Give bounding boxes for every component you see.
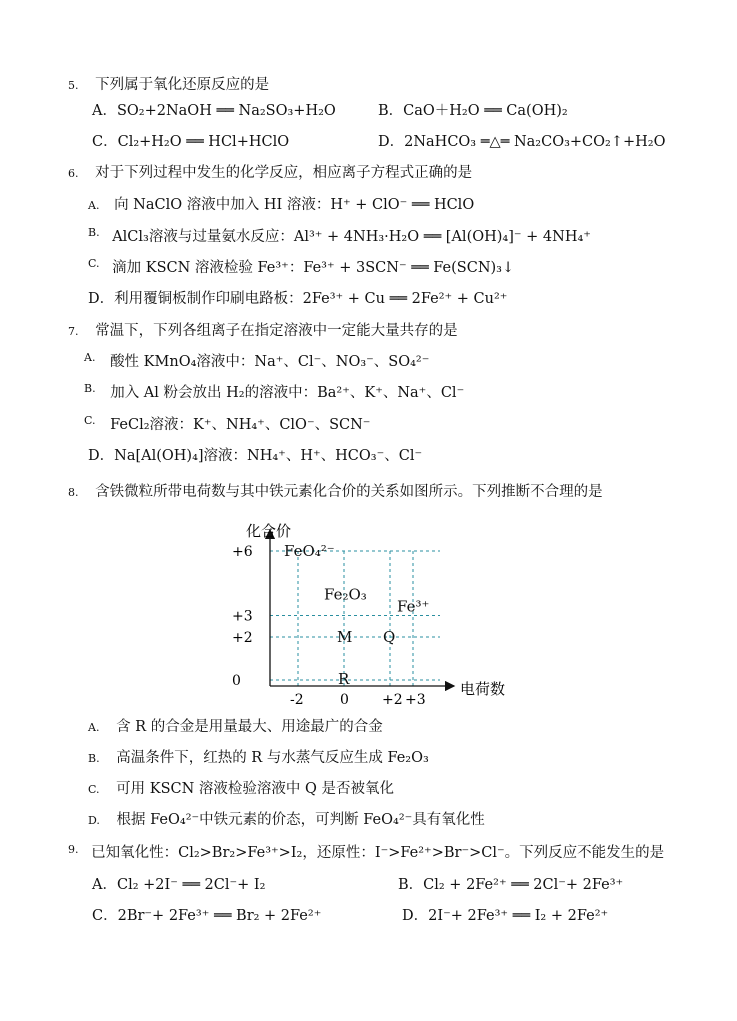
q9-option-b: B．Cl₂ + 2Fe²⁺ ══ 2Cl⁻+ 2Fe³⁺: [398, 877, 624, 893]
q8-option-c-letter: C.: [88, 783, 100, 796]
q6-option-d: D．利用覆铜板制作印刷电路板：2Fe³⁺ + Cu ══ 2Fe²⁺ + Cu²⁺: [88, 291, 508, 307]
q8-option-d-text: 根据 FeO₄²⁻中铁元素的价态，可判断 FeO₄²⁻具有氧化性: [116, 812, 485, 828]
x-tick-label: -2: [290, 692, 304, 708]
point-label: R: [338, 670, 350, 688]
q6-option-b: [88, 228, 591, 247]
q9-option-d: D．2I⁻+ 2Fe³⁺ ══ I₂ + 2Fe²⁺: [402, 908, 609, 924]
q7-option-a-text: 酸性 KMnO₄溶液中：Na⁺、Cl⁻、NO₃⁻、SO₄²⁻: [110, 354, 430, 370]
q5-option-c: C．Cl₂+H₂O ══ HCl+HClO: [92, 134, 290, 150]
q8-stem-line: [68, 483, 603, 502]
q6-option-c-text: 滴加 KSCN 溶液检验 Fe³⁺：Fe³⁺ + 3SCN⁻ ══ Fe(SCN)₃↓: [112, 260, 515, 276]
q6-stem-line: [68, 164, 472, 183]
q8-option-c: [88, 780, 394, 799]
chart-grid: [270, 551, 440, 686]
q7-stem: 常温下，下列各组离子在指定溶液中一定能大量共存的是: [95, 323, 458, 339]
x-tick-label: 0: [340, 692, 349, 708]
x-tick-label: +2: [382, 692, 403, 708]
q7-option-c-text: FeCl₂溶液：K⁺、NH₄⁺、ClO⁻、SCN⁻: [110, 417, 371, 433]
y-tick-label: +6: [232, 544, 253, 560]
q9-number: 9.: [68, 843, 79, 856]
point-label: FeO₄²⁻: [284, 542, 335, 560]
q5-stem: 下列属于氧化还原反应的是: [95, 77, 270, 93]
q7-option-d: D．Na[Al(OH)₄]溶液：NH₄⁺、H⁺、HCO₃⁻、Cl⁻: [88, 448, 423, 464]
q5-option-d: D．2NaHCO₃ ═△═ Na₂CO₃+CO₂↑+H₂O: [378, 134, 666, 150]
q8-stem: 含铁微粒所带电荷数与其中铁元素化合价的关系如图所示。下列推断不合理的是: [95, 484, 603, 500]
q5-option-b: B．CaO＋H₂O ══ Ca(OH)₂: [378, 103, 568, 119]
q8-option-c-text: 可用 KSCN 溶液检验溶液中 Q 是否被氧化: [116, 781, 395, 797]
y-tick-label: 0: [232, 673, 241, 689]
y-axis-label: 化合价: [246, 522, 292, 540]
q6-number: 6.: [68, 167, 79, 180]
q8-option-d: [88, 811, 485, 830]
q5-option-a: A．SO₂+2NaOH ══ Na₂SO₃+H₂O: [92, 103, 336, 119]
q9-option-c: C．2Br⁻+ 2Fe³⁺ ══ Br₂ + 2Fe²⁺: [92, 908, 322, 924]
q8-option-d-letter: D.: [88, 814, 100, 827]
q6-option-a-letter: A.: [88, 199, 100, 212]
q9-stem: 已知氧化性：Cl₂>Br₂>Fe³⁺>I₂，还原性：I⁻>Fe²⁺>Br⁻>Cl⁻。下列反应不能发生的是: [91, 845, 665, 861]
q8-option-a: [88, 718, 383, 737]
q9-stem-line: [68, 844, 664, 863]
q6-option-a: [88, 196, 474, 215]
point-label: Q: [383, 628, 396, 646]
y-tick-label: +3: [232, 608, 253, 625]
q5-number: 5.: [68, 79, 79, 92]
q7-option-b-text: 加入 Al 粉会放出 H₂的溶液中：Ba²⁺、K⁺、Na⁺、Cl⁻: [110, 385, 465, 401]
q7-option-c: [84, 416, 370, 435]
q8-option-a-letter: A.: [88, 721, 100, 734]
q6-option-c-letter: C.: [88, 257, 100, 270]
y-tick-label: +2: [232, 630, 253, 646]
x-tick-label: +3: [405, 692, 426, 708]
q8-option-b-text: 高温条件下，红热的 R 与水蒸气反应生成 Fe₂O₃: [116, 750, 429, 766]
q7-option-b: [84, 384, 464, 403]
q8-option-b: [88, 749, 429, 768]
q5-stem-line: [68, 76, 269, 95]
q8-number: 8.: [68, 486, 79, 499]
q6-option-c: [88, 259, 514, 278]
q6-option-a-text: 向 NaClO 溶液中加入 HI 溶液：H⁺ + ClO⁻ ══ HClO: [114, 197, 475, 213]
q7-number: 7.: [68, 325, 79, 338]
q7-option-c-letter: C.: [84, 414, 96, 427]
q8-option-b-letter: B.: [88, 752, 100, 765]
q7-option-a-letter: A.: [84, 351, 96, 364]
q8-option-a-text: 含 R 的合金是用量最大、用途最广的合金: [116, 719, 383, 735]
valence-charge-chart: [228, 518, 528, 718]
point-label: Fe₂O₃: [324, 585, 367, 604]
q6-stem: 对于下列过程中发生的化学反应，相应离子方程式正确的是: [95, 165, 473, 181]
q7-stem-line: [68, 322, 458, 341]
q7-option-a: [84, 353, 429, 372]
x-axis-label: 电荷数: [460, 680, 506, 698]
q9-option-a: A．Cl₂ +2I⁻ ══ 2Cl⁻+ I₂: [92, 877, 266, 893]
q7-option-b-letter: B.: [84, 382, 96, 395]
point-label: Fe³⁺: [397, 597, 430, 616]
q6-option-b-text: AlCl₃溶液与过量氨水反应：Al³⁺ + 4NH₃·H₂O ══ [Al(OH)₄]⁻ + 4NH₄⁺: [112, 229, 591, 245]
q6-option-b-letter: B.: [88, 226, 100, 239]
point-label: M: [337, 628, 353, 646]
chart-ticks: [232, 544, 426, 708]
